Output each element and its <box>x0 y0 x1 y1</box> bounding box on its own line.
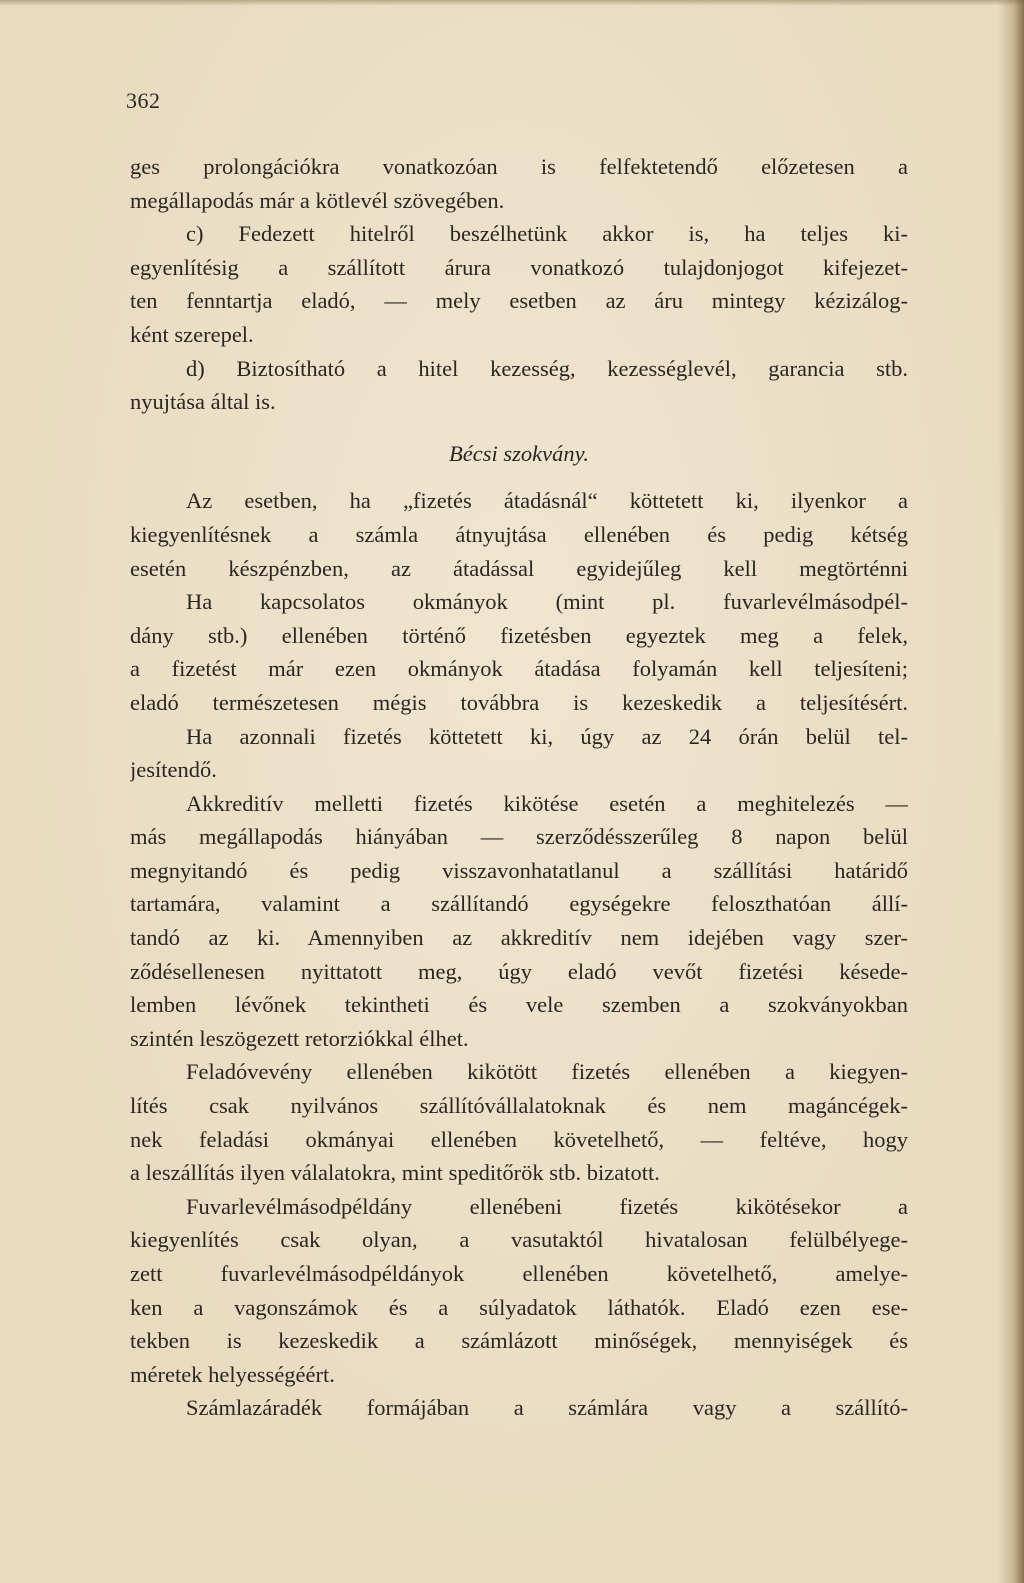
text-line: egyenlítésig a szállított árura vonatkozó tulajdonjogot kifejezet- <box>130 254 908 280</box>
text-line: méretek helyességéért. <box>130 1361 335 1387</box>
text-line: eladó természetesen mégis továbbra is kezeskedik a teljesítésért. <box>130 689 908 715</box>
text-line: dány stb.) ellenében történő fizetésben egyeztek meg a felek, <box>130 622 908 648</box>
text-line: ten fenntartja eladó, — mely esetben az áru mintegy kézizálog- <box>130 288 908 314</box>
text-line: c) Fedezett hitelről beszélhetünk akkor is, ha teljes ki- <box>186 221 908 247</box>
text-line: Számlazáradék formájában a számlára vagy a szállító- <box>186 1395 908 1421</box>
text-line: Ha kapcsolatos okmányok (mint pl. fuvarlevélmásodpél- <box>186 589 908 615</box>
text-line: megállapodás már a kötlevél szövegében. <box>130 187 505 213</box>
text-line: zett fuvarlevélmásodpéldányok ellenében követelhető, amelye- <box>130 1261 908 1286</box>
text-line: Az esetben, ha „fizetés átadásnál“ köttetett ki, ilyenkor a <box>186 488 908 514</box>
text-line: tartamára, valamint a szállítandó egységekre feloszthatóan állí- <box>130 891 908 917</box>
text-line: nyujtása által is. <box>130 389 276 415</box>
text-line: Akkreditív melletti fizetés kikötése esetén a meghitelezés — <box>186 790 908 816</box>
text-line: esetén készpénzben, az átadással egyidejűleg kell megtörténni <box>130 555 908 581</box>
text-line: kiegyenlítésnek a számla átnyujtása ellenében és pedig kétség <box>130 521 908 547</box>
text-line: ges prolongációkra vonatkozóan is felfektetendő előzetesen a <box>130 154 908 179</box>
text-line: ként szerepel. <box>130 321 254 347</box>
text-line: d) Biztosítható a hitel kezesség, kezességlevél, garancia stb. <box>186 355 908 381</box>
text-line: jesítendő. <box>130 757 217 783</box>
text-line: lemben lévőnek tekintheti és vele szemben a szokványokban <box>130 992 908 1018</box>
body-text <box>130 150 908 1425</box>
text-line: ken a vagonszámok és a súlyadatok láthatók. Eladó ezen ese- <box>130 1294 908 1320</box>
text-line: megnyitandó és pedig visszavonhatatlanul a szállítási határidő <box>130 857 908 883</box>
text-line: tandó az ki. Amennyiben az akkreditív nem idejében vagy szer- <box>130 925 908 951</box>
text-line: szintén leszögezett retorziókkal élhet. <box>130 1025 469 1051</box>
text-line: Fuvarlevélmásodpéldány ellenébeni fizetés kikötésekor a <box>186 1193 908 1219</box>
text-line: Feladóvevény ellenében kikötött fizetés ellenében a kiegyen- <box>186 1059 908 1085</box>
text-line: más megállapodás hiányában — szerződésszerűleg 8 napon belül <box>130 824 908 850</box>
page-number: 362 <box>126 88 161 113</box>
text-line: kiegyenlítés csak olyan, a vasutaktól hivatalosan felülbélyege- <box>130 1227 908 1253</box>
text-line: a leszállítás ilyen válalatokra, mint speditőrök stb. bizatott. <box>130 1160 660 1186</box>
page-right-edge <box>998 0 1024 1583</box>
text-line: ződésellenesen nyittatott meg, úgy eladó vevőt fizetési késede- <box>130 958 908 984</box>
text-line: a fizetést már ezen okmányok átadása folyamán kell teljesíteni; <box>130 656 908 682</box>
text-line: tekben is kezeskedik a számlázott minőségek, mennyiségek és <box>130 1328 908 1354</box>
text-line: nek feladási okmányai ellenében követelhető, — feltéve, hogy <box>130 1126 908 1152</box>
text-line: Ha azonnali fizetés köttetett ki, úgy az 24 órán belül tel- <box>186 723 908 749</box>
section-heading: Bécsi szokvány. <box>449 440 589 466</box>
page-top-edge <box>0 0 1024 6</box>
text-line: lítés csak nyilvános szállítóvállalatoknak és nem magáncégek- <box>130 1093 908 1119</box>
